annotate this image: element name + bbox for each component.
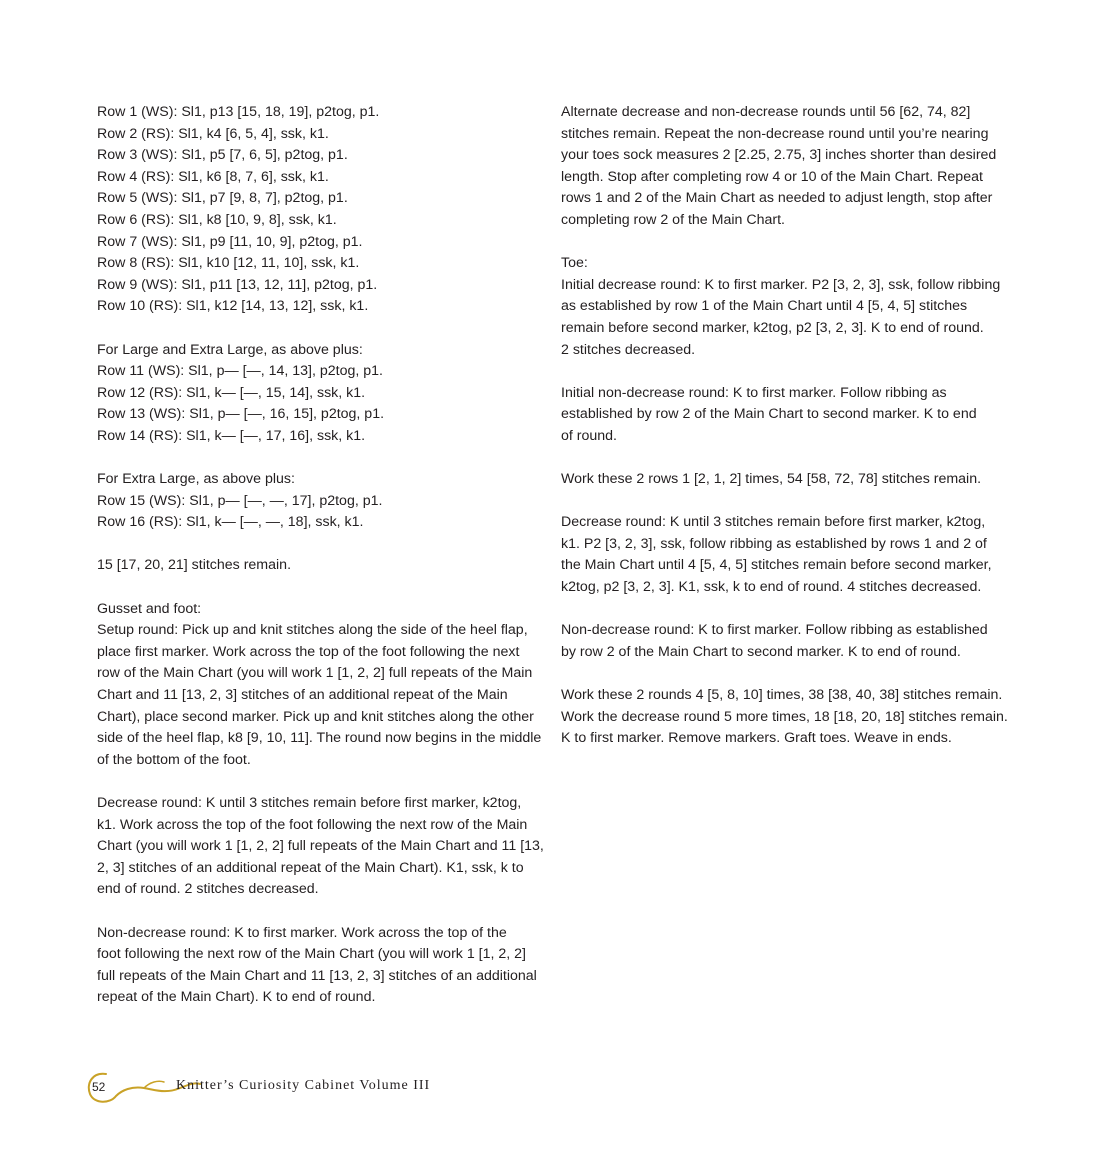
text-line: k2tog, p2 [3, 2, 3]. K1, ssk, k to end of round. 4 stitches decreased. xyxy=(561,579,982,596)
text-line: Row 1 (WS): Sl1, p13 [15, 18, 19], p2tog, p1. xyxy=(97,104,380,120)
text-line: Row 14 (RS): Sl1, k— [—, 17, 16], ssk, k1. xyxy=(97,427,366,444)
text-line: Row 10 (RS): Sl1, k12 [14, 13, 12], ssk, k1. xyxy=(97,298,369,315)
paragraph xyxy=(97,469,547,534)
right-column xyxy=(561,102,1011,771)
text-line: 2, 3] stitches of an additional repeat of the Main Chart). K1, ssk, k to xyxy=(97,859,524,876)
text-line: Row 15 (WS): Sl1, p— [—, —, 17], p2tog, p1. xyxy=(97,492,383,509)
running-title: Knitter’s Curiosity Cabinet Volume III xyxy=(176,1078,431,1093)
text-line: stitches remain. Repeat the non-decrease round until you’re nearing xyxy=(561,125,989,142)
text-line: rows 1 and 2 of the Main Chart as needed to adjust length, stop after xyxy=(561,190,993,207)
paragraph xyxy=(561,620,1011,663)
text-line: Row 2 (RS): Sl1, k4 [6, 5, 4], ssk, k1. xyxy=(97,125,329,142)
paragraph xyxy=(97,555,547,577)
text-line: as established by row 1 of the Main Chart until 4 [5, 4, 5] stitches xyxy=(561,298,968,315)
text-line: Row 11 (WS): Sl1, p— [—, 14, 13], p2tog, p1. xyxy=(97,363,383,380)
page-footer xyxy=(84,1068,504,1108)
paragraph xyxy=(561,383,1011,448)
text-line: Alternate decrease and non-decrease rounds until 56 [62, 74, 82] xyxy=(561,104,971,120)
text-line: Chart), place second marker. Pick up and knit stitches along the other xyxy=(97,708,534,725)
text-line: K to first marker. Remove markers. Graft toes. Weave in ends. xyxy=(561,730,952,747)
text-line: length. Stop after completing row 4 or 10 of the Main Chart. Repeat xyxy=(561,168,983,185)
text-line: end of round. 2 stitches decreased. xyxy=(97,881,319,898)
text-line: Row 13 (WS): Sl1, p— [—, 16, 15], p2tog, p1. xyxy=(97,406,385,423)
text-line: 15 [17, 20, 21] stitches remain. xyxy=(97,557,292,574)
text-line: Initial non-decrease round: K to first marker. Follow ribbing as xyxy=(561,384,947,401)
text-line: place first marker. Work across the top of the foot following the next xyxy=(97,643,520,660)
text-line: Work these 2 rows 1 [2, 1, 2] times, 54 [58, 72, 78] stitches remain. xyxy=(561,471,982,488)
text-line: Row 5 (WS): Sl1, p7 [9, 8, 7], p2tog, p1. xyxy=(97,190,348,207)
text-line: Initial decrease round: K to first marker. P2 [3, 2, 3], ssk, follow ribbing xyxy=(561,276,1001,293)
text-line: Row 7 (WS): Sl1, p9 [11, 10, 9], p2tog, p1. xyxy=(97,233,363,250)
text-line: of round. xyxy=(561,427,618,444)
paragraph xyxy=(97,340,547,448)
text-line: your toes sock measures 2 [2.25, 2.75, 3] inches shorter than desired xyxy=(561,147,997,164)
text-line: Row 16 (RS): Sl1, k— [—, —, 18], ssk, k1. xyxy=(97,514,364,531)
paragraph xyxy=(97,102,547,318)
text-line: Chart and 11 [13, 2, 3] stitches of an additional repeat of the Main xyxy=(97,687,508,704)
text-line: k1. Work across the top of the foot following the next row of the Main xyxy=(97,816,528,833)
paragraph xyxy=(97,599,547,772)
text-line: For Large and Extra Large, as above plus: xyxy=(97,341,363,358)
left-column xyxy=(97,102,547,1031)
text-line: foot following the next row of the Main Chart (you will work 1 [1, 2, 2] xyxy=(97,946,526,963)
text-line: Row 8 (RS): Sl1, k10 [12, 11, 10], ssk, k1. xyxy=(97,255,360,272)
text-line: the Main Chart until 4 [5, 4, 5] stitches remain before second marker, xyxy=(561,557,992,574)
paragraph xyxy=(97,793,547,901)
paragraph xyxy=(561,469,1011,491)
text-line: Non-decrease round: K to first marker. Follow ribbing as established xyxy=(561,622,988,639)
text-line: Toe: xyxy=(561,255,588,272)
text-line: Row 6 (RS): Sl1, k8 [10, 9, 8], ssk, k1. xyxy=(97,211,337,228)
text-line: repeat of the Main Chart). K to end of round. xyxy=(97,989,376,1006)
text-line: full repeats of the Main Chart and 11 [13, 2, 3] stitches of an additional xyxy=(97,967,537,984)
text-line: by row 2 of the Main Chart to second marker. K to end of round. xyxy=(561,643,961,660)
text-line: k1. P2 [3, 2, 3], ssk, follow ribbing as established by rows 1 and 2 of xyxy=(561,535,987,552)
text-line: Decrease round: K until 3 stitches remain before first marker, k2tog, xyxy=(561,514,986,531)
paragraph xyxy=(561,685,1011,750)
text-line: remain before second marker, k2tog, p2 [3, 2, 3]. K to end of round. xyxy=(561,319,984,336)
text-line: of the bottom of the foot. xyxy=(97,751,251,768)
text-line: Decrease round: K until 3 stitches remain before first marker, k2tog, xyxy=(97,795,522,811)
text-line: Row 9 (WS): Sl1, p11 [13, 12, 11], p2tog, p1. xyxy=(97,276,378,293)
paragraph xyxy=(561,512,1011,598)
text-line: row of the Main Chart (you will work 1 [1, 2, 2] full repeats of the Main xyxy=(97,665,533,682)
text-line: Setup round: Pick up and knit stitches along the side of the heel flap, xyxy=(97,622,528,639)
text-line: Gusset and foot: xyxy=(97,600,202,617)
paragraph xyxy=(97,923,547,1009)
text-line: 2 stitches decreased. xyxy=(561,341,696,358)
text-line: established by row 2 of the Main Chart to second marker. K to end xyxy=(561,406,977,423)
text-line: completing row 2 of the Main Chart. xyxy=(561,211,785,228)
text-line: For Extra Large, as above plus: xyxy=(97,471,295,488)
text-line: Chart (you will work 1 [1, 2, 2] full repeats of the Main Chart and 11 [13, xyxy=(97,838,544,855)
paragraph xyxy=(561,102,1011,232)
text-line: Non-decrease round: K to first marker. Work across the top of the xyxy=(97,924,507,941)
text-line: Work the decrease round 5 more times, 18 [18, 20, 18] stitches remain. xyxy=(561,708,1008,725)
text-line: Row 3 (WS): Sl1, p5 [7, 6, 5], p2tog, p1. xyxy=(97,147,348,164)
paragraph xyxy=(561,253,1011,361)
text-line: Row 12 (RS): Sl1, k— [—, 15, 14], ssk, k1. xyxy=(97,384,366,401)
text-line: side of the heel flap, k8 [9, 10, 11]. The round now begins in the middle xyxy=(97,730,542,747)
page-number: 52 xyxy=(92,1080,106,1094)
text-line: Work these 2 rounds 4 [5, 8, 10] times, 38 [38, 40, 38] stitches remain. xyxy=(561,687,1003,704)
text-line: Row 4 (RS): Sl1, k6 [8, 7, 6], ssk, k1. xyxy=(97,168,329,185)
